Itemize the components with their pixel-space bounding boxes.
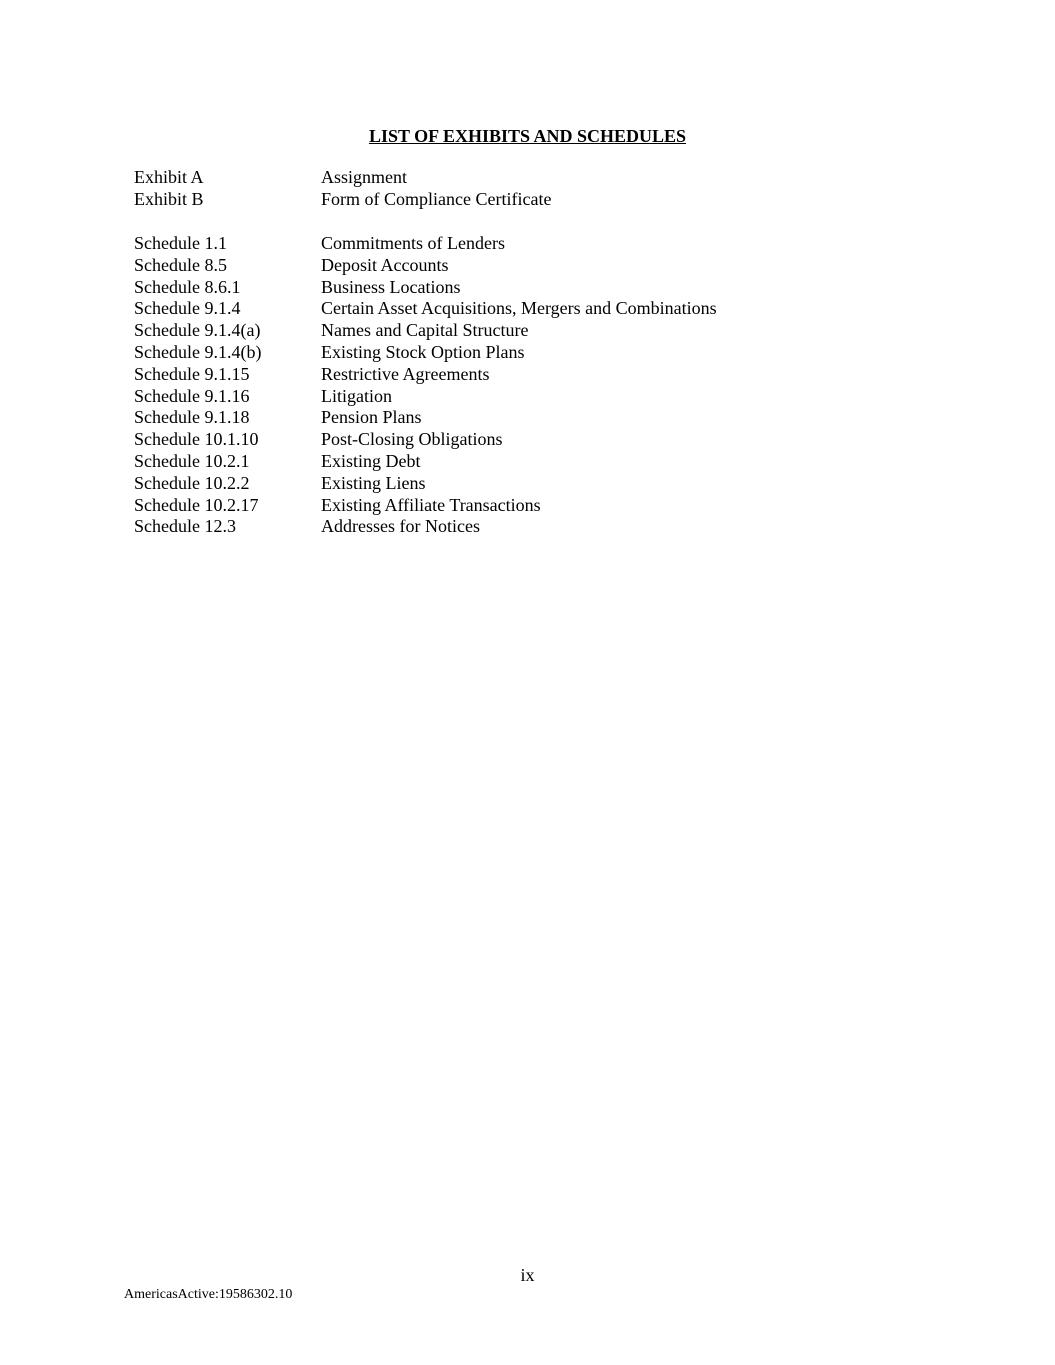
exhibit-list [134,167,934,211]
page-number: ix [520,1265,535,1285]
schedule-label: Schedule 10.2.17 [134,494,259,515]
schedule-label: Schedule 10.2.2 [134,472,250,493]
document-id: AmericasActive:19586302.10 [124,1287,293,1302]
exhibit-description: Form of Compliance Certificate [321,188,552,209]
schedule-description: Litigation [321,385,392,406]
schedule-entry [134,407,934,429]
schedule-entry [134,473,934,495]
schedule-label: Schedule 1.1 [134,233,227,253]
schedule-entry [134,386,934,408]
page-title: LIST OF EXHIBITS AND SCHEDULES [368,126,687,146]
schedule-entry [134,429,934,451]
schedule-entry [134,320,934,342]
schedule-label: Schedule 10.1.10 [134,429,259,450]
schedule-entry [134,451,934,473]
exhibit-label: Exhibit B [134,188,204,209]
schedule-entry [134,233,934,255]
schedule-entry [134,342,934,364]
schedule-label: Schedule 9.1.4(a) [134,320,261,341]
schedule-description: Restrictive Agreements [321,363,490,384]
schedule-entry [134,495,934,517]
schedule-list [134,233,934,538]
schedule-entry [134,277,934,299]
schedule-description: Existing Debt [321,450,421,471]
schedule-entry [134,255,934,277]
schedule-entry [134,364,934,386]
schedule-entry [134,298,934,320]
schedule-label: Schedule 12.3 [134,516,236,537]
schedule-description: Certain Asset Acquisitions, Mergers and Combinations [321,298,717,319]
schedule-description: Commitments of Lenders [321,233,505,253]
schedule-label: Schedule 8.5 [134,254,227,275]
schedule-description: Business Locations [321,276,461,297]
schedule-description: Existing Stock Option Plans [321,341,525,362]
schedule-description: Pension Plans [321,407,422,428]
schedule-description: Names and Capital Structure [321,320,529,341]
schedule-label: Schedule 9.1.4(b) [134,341,262,362]
exhibit-entry [134,189,934,211]
schedule-label: Schedule 9.1.15 [134,363,250,384]
schedule-description: Existing Affiliate Transactions [321,494,541,515]
schedule-description: Addresses for Notices [321,516,480,537]
schedule-description: Existing Liens [321,472,426,493]
exhibit-entry [134,167,934,189]
schedule-label: Schedule 9.1.16 [134,385,250,406]
schedule-label: Schedule 9.1.4 [134,298,241,319]
schedule-label: Schedule 10.2.1 [134,450,250,471]
exhibit-label: Exhibit A [134,167,204,187]
schedule-label: Schedule 8.6.1 [134,276,241,297]
schedule-description: Deposit Accounts [321,254,449,275]
schedule-description: Post-Closing Obligations [321,429,503,450]
schedule-label: Schedule 9.1.18 [134,407,250,428]
schedule-entry [134,516,934,538]
exhibit-description: Assignment [321,167,408,187]
